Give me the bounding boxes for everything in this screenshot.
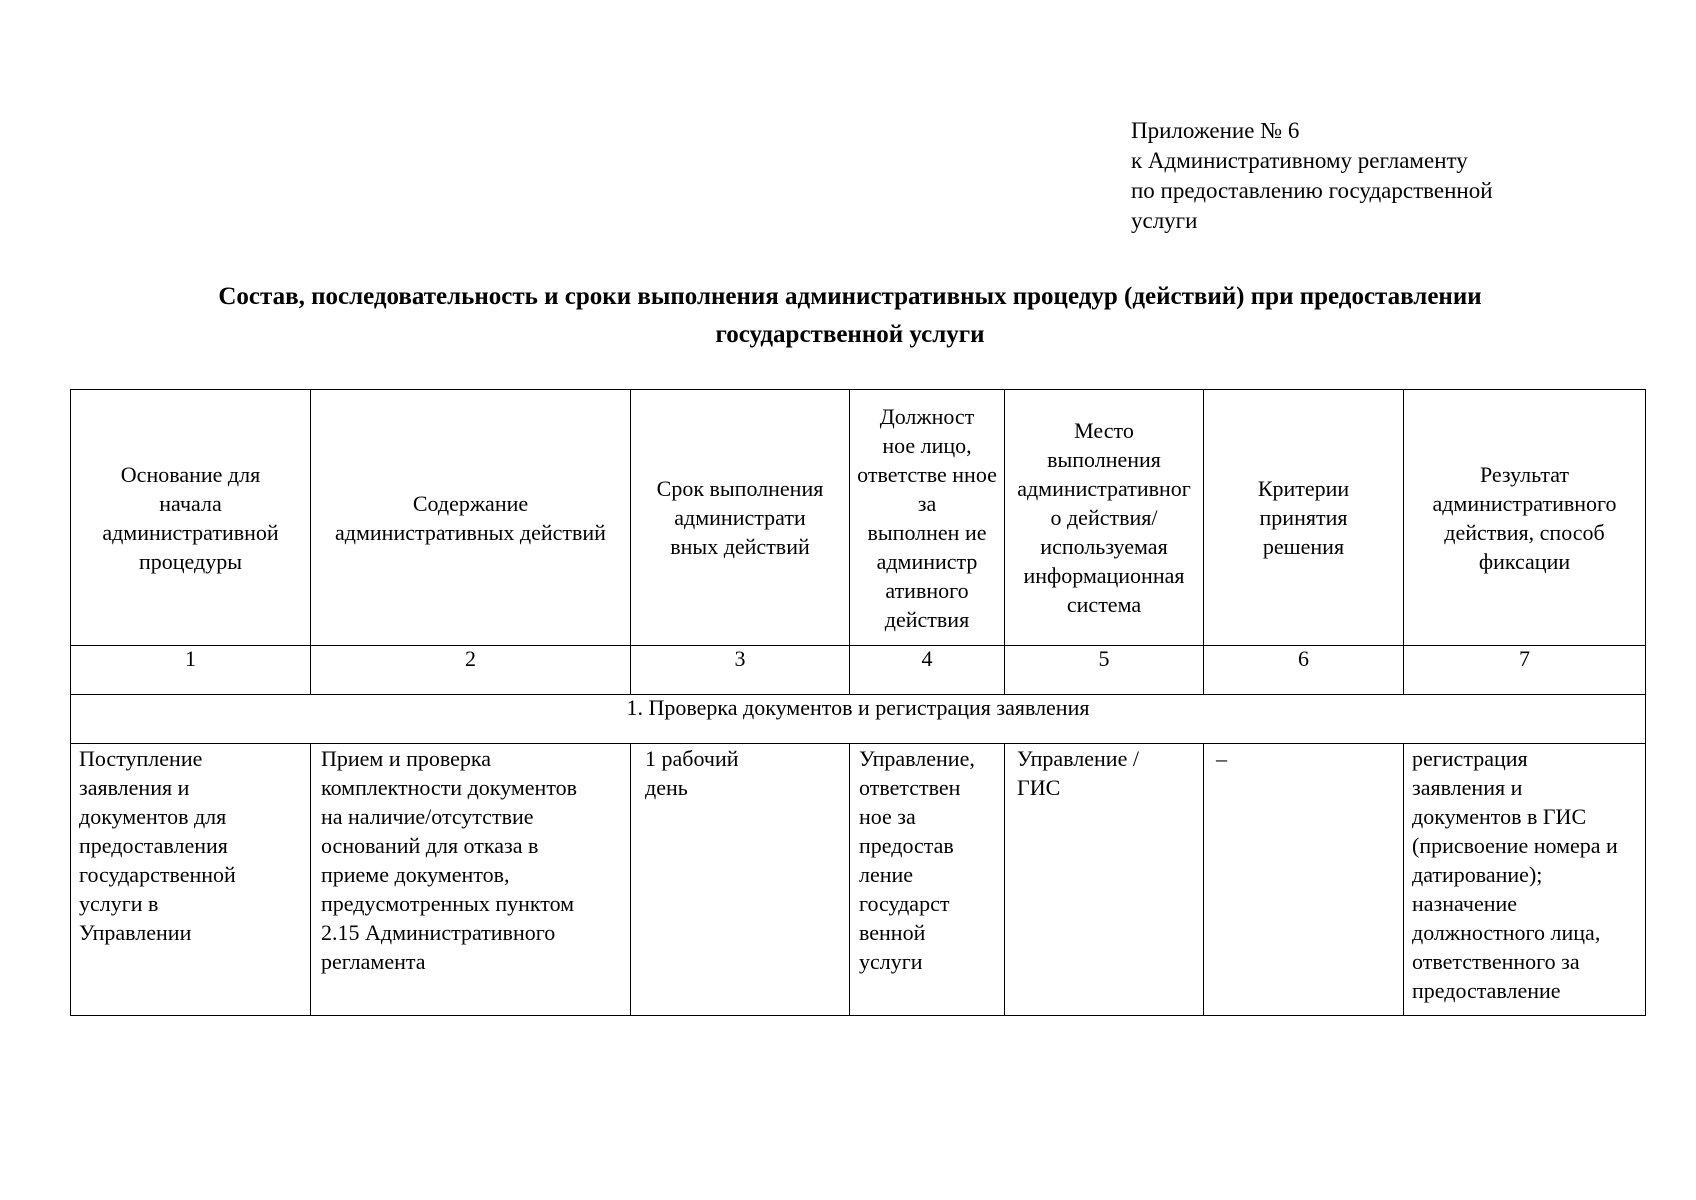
column-number: 3 <box>631 646 850 695</box>
section-row <box>71 695 1646 744</box>
header-cell-official: Должност ное лицо, ответстве нное за выполнен ие администр ативного действия <box>850 390 1005 646</box>
document-title <box>60 278 1640 354</box>
document-title-line: Состав, последовательность и сроки выполнения административных процедур (действий) при предоставлении <box>218 283 1482 310</box>
header-cell-basis: Основание для начала административной процедуры <box>71 390 311 646</box>
cell-place: Управление / ГИС <box>1005 744 1204 1016</box>
header-cell-criteria: Критерии принятия решения <box>1204 390 1404 646</box>
appendix-line: услуги <box>1131 208 1198 233</box>
header-cell-place: Место выполнения административног о действия/ используемая информационная система <box>1005 390 1204 646</box>
table-row <box>71 744 1646 1016</box>
column-numbers-row <box>71 646 1646 695</box>
column-number: 4 <box>850 646 1005 695</box>
section-title: 1. Проверка документов и регистрация заявления <box>71 695 1646 744</box>
cell-official: Управление, ответствен ное за предостав ление государст венной услуги <box>850 744 1005 1016</box>
procedures-table <box>70 389 1646 1016</box>
header-cell-term: Срок выполнения администрати вных действий <box>631 390 850 646</box>
cell-term: 1 рабочий день <box>631 744 850 1016</box>
column-number: 6 <box>1204 646 1404 695</box>
column-number: 5 <box>1005 646 1204 695</box>
header-cell-content: Содержание административных действий <box>311 390 631 646</box>
appendix-line: Приложение № 6 <box>1131 118 1300 143</box>
cell-content: Прием и проверка комплектности документов на наличие/отсутствие оснований для отказа в приеме документов, предусмотренных пунктом 2.15 Административного регламента <box>311 744 631 1016</box>
column-number: 1 <box>71 646 311 695</box>
cell-criteria: – <box>1204 744 1404 1016</box>
cell-result: регистрация заявления и документов в ГИС (присвоение номера и датирование); назначение должностного лица, ответственного за предоставление <box>1404 744 1646 1016</box>
column-number: 7 <box>1404 646 1646 695</box>
document-title-line: государственной услуги <box>715 321 985 348</box>
column-number: 2 <box>311 646 631 695</box>
table-header-row <box>71 390 1646 646</box>
header-cell-result: Результат административного действия, способ фиксации <box>1404 390 1646 646</box>
appendix-line: по предоставлению государственной <box>1131 178 1493 203</box>
appendix-note <box>1131 116 1493 236</box>
appendix-line: к Административному регламенту <box>1131 148 1468 173</box>
cell-basis: Поступление заявления и документов для предоставления государственной услуги в Управлении <box>71 744 311 1016</box>
